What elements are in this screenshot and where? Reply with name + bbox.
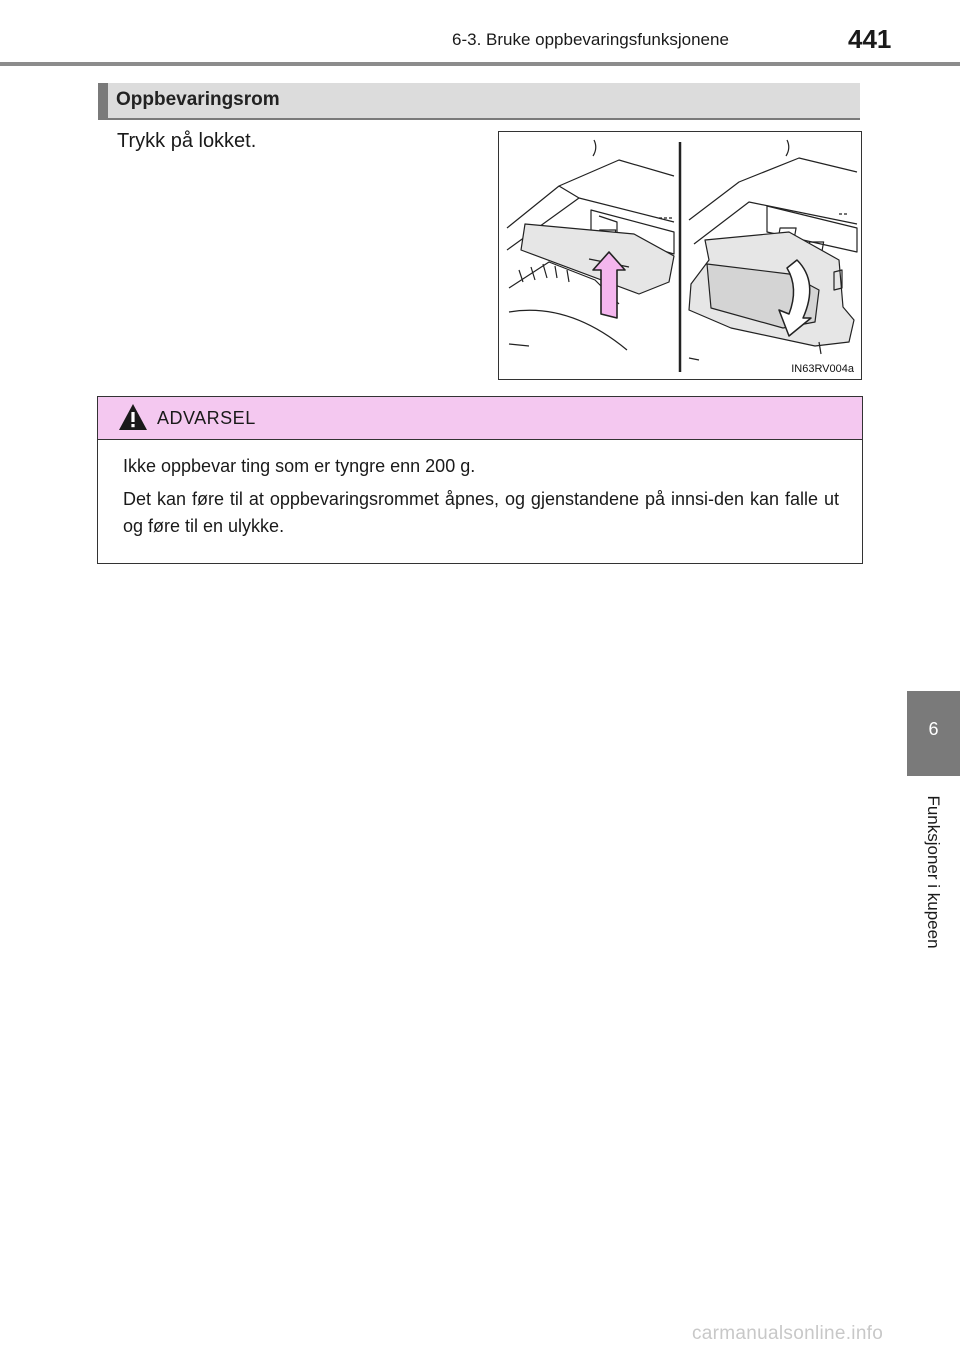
warning-box [97, 396, 863, 564]
chapter-tab-label: Funksjoner i kupeen [924, 795, 943, 949]
overhead-console-drawing [499, 132, 861, 379]
header-divider [0, 62, 960, 66]
warning-label: ADVARSEL [157, 408, 256, 428]
chapter-tab [907, 691, 960, 776]
section-header [98, 83, 860, 120]
section-accent [98, 83, 108, 118]
warning-body [123, 453, 839, 546]
chapter-tab-number: 6 [928, 719, 939, 739]
instruction-text: Trykk på lokket. [117, 130, 257, 152]
illustration [498, 131, 862, 380]
warning-paragraph: Det kan føre til at oppbevaringsrommet åpnes, og gjenstandene på innsi-den kan falle ut og føre til en ulykke. [123, 489, 839, 536]
warning-triangle-icon [118, 403, 148, 431]
figure-code: IN63RV004a [791, 363, 854, 375]
warning-header [98, 397, 862, 440]
section-title: Oppbevaringsrom [116, 89, 280, 110]
chapter-heading: 6-3. Bruke oppbevaringsfunksjonene [452, 30, 729, 49]
warning-paragraph: Ikke oppbevar ting som er tyngre enn 200 g. [123, 456, 476, 476]
watermark: carmanualsonline.info [692, 1323, 884, 1344]
page-number: 441 [848, 24, 892, 54]
